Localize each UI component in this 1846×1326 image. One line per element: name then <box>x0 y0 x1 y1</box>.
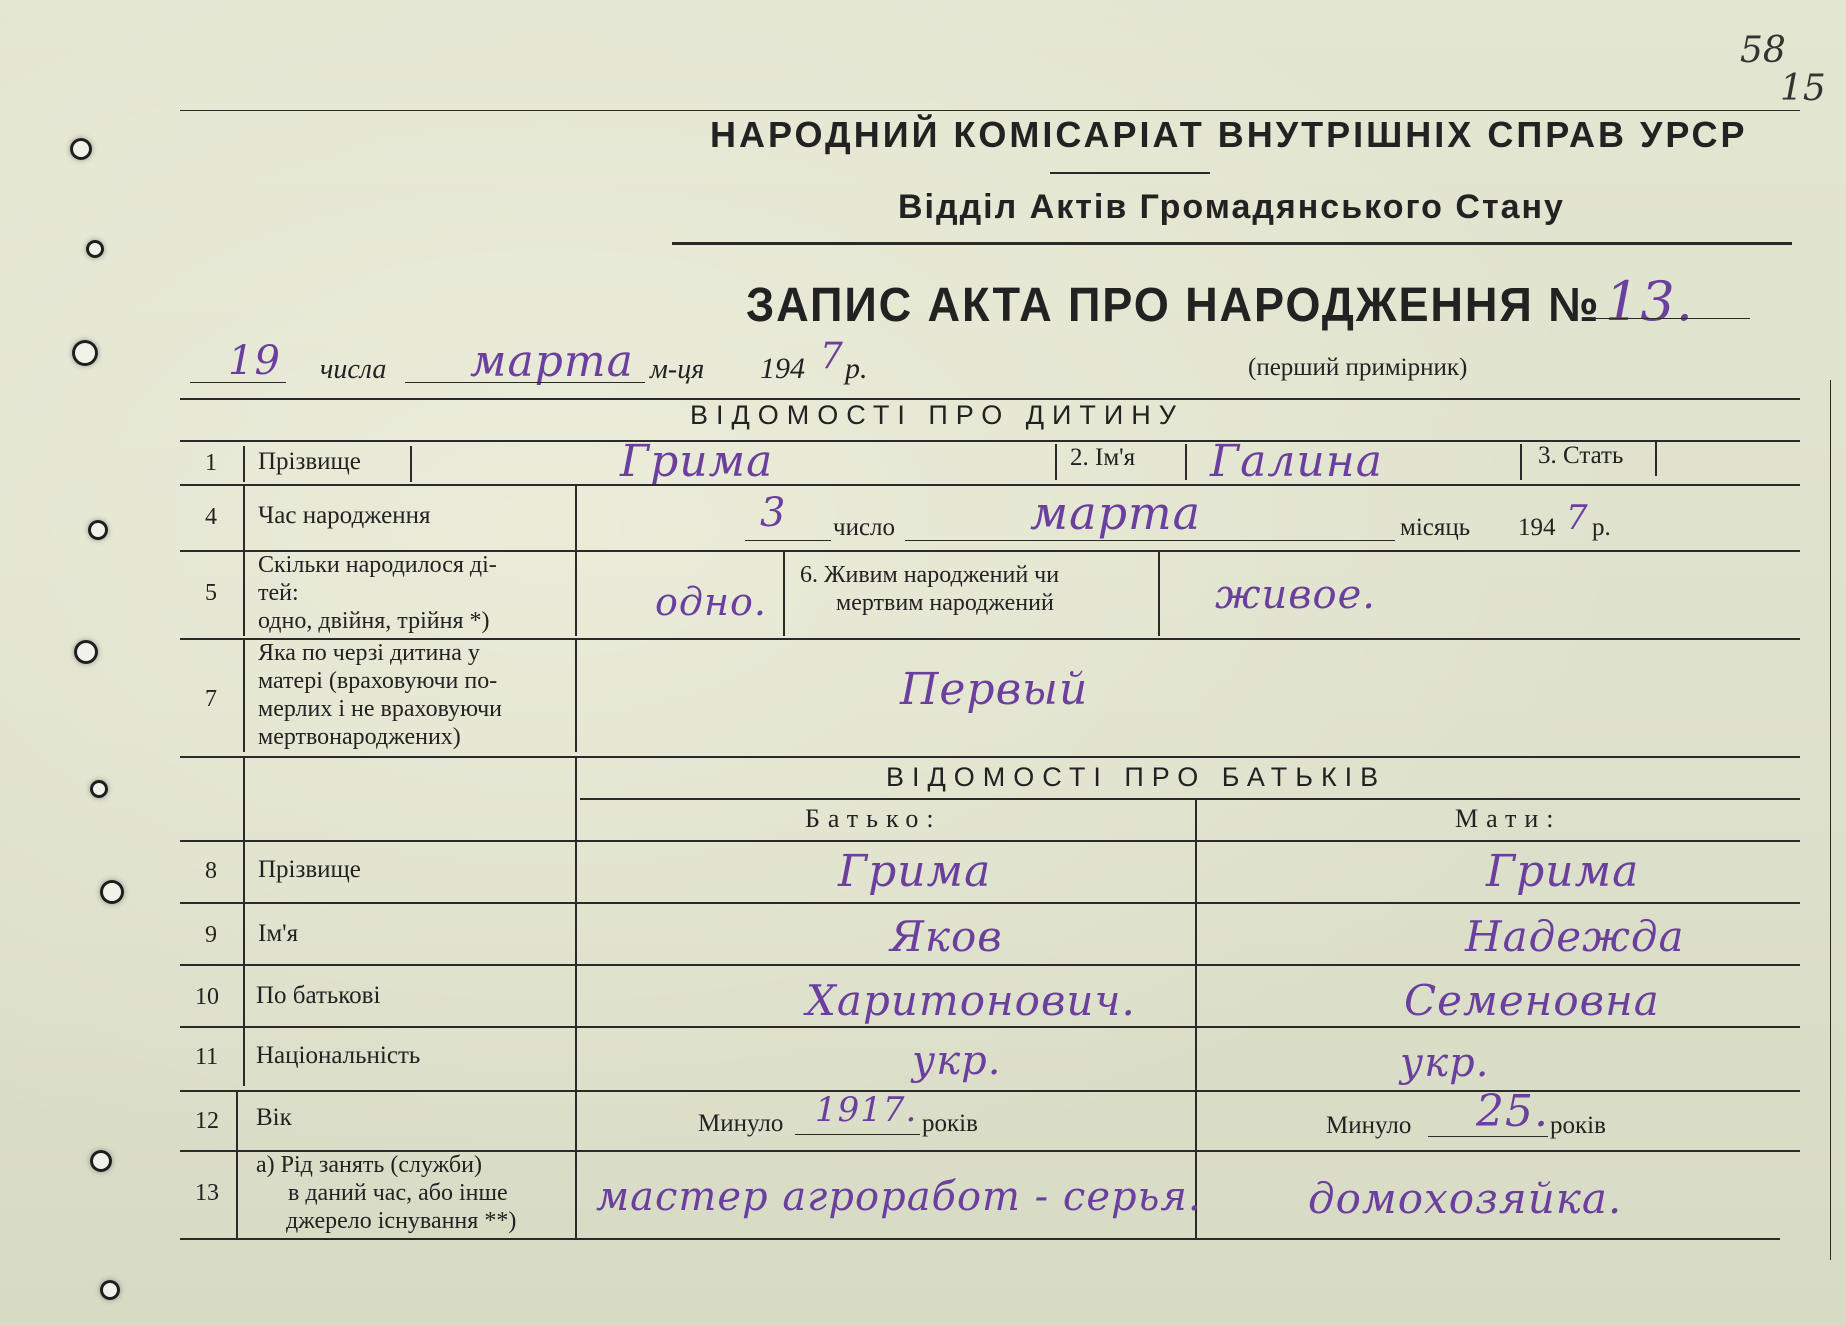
birth-order-label-line2: матері (враховуючи по- <box>258 668 498 694</box>
date-day-label: числа <box>320 354 387 385</box>
birth-order-label-line4: мертвонароджених) <box>258 724 461 750</box>
row-rule <box>180 964 1800 966</box>
mother-age-suffix: років <box>1550 1112 1606 1139</box>
row1-divider <box>1655 440 1657 476</box>
birth-month-label: місяць <box>1400 514 1471 541</box>
occupation-label-line2: в даний час, або інше <box>288 1180 508 1206</box>
row-number: 8 <box>205 858 217 884</box>
sex-label: 3. Стать <box>1538 442 1624 469</box>
occupation-label-line3: джерело існування **) <box>286 1208 517 1234</box>
birth-year-prefix: 194 <box>1518 514 1556 541</box>
mother-patronymic-handwritten: Семеновна <box>1404 976 1660 1025</box>
father-first-name-handwritten: Яков <box>890 912 1003 961</box>
mother-age-prefix: Минуло <box>1326 1112 1412 1139</box>
col-divider <box>575 550 577 636</box>
row-rule <box>180 902 1800 904</box>
occupation-label-line1: а) Рід занять (служби) <box>256 1152 482 1178</box>
row1-divider <box>410 446 412 482</box>
date-year-suffix: р. <box>845 352 868 385</box>
birth-time-label: Час народження <box>258 502 431 529</box>
mother-nationality-handwritten: укр. <box>1400 1040 1490 1086</box>
birth-day-handwritten: 3 <box>760 490 787 536</box>
alive-label-line2: мертвим народжений <box>836 590 1054 616</box>
col-divider <box>243 756 245 1086</box>
col-divider <box>575 486 577 550</box>
mother-surname-handwritten: Грима <box>1486 846 1640 897</box>
father-age-suffix: років <box>922 1110 978 1137</box>
birth-order-label-line3: мерлих і не враховуючи <box>258 696 503 722</box>
birth-day-label: число <box>833 514 896 541</box>
alive-label-line1: 6. Живим народжений чи <box>800 562 1060 588</box>
parents-heading-rule <box>580 798 1800 800</box>
age-label: Вік <box>256 1104 292 1131</box>
mother-occupation-handwritten: домохозяйка. <box>1308 1174 1623 1223</box>
punch-hole <box>90 1150 112 1172</box>
child-surname-handwritten: Грима <box>620 436 774 487</box>
row1-divider <box>1185 444 1187 480</box>
col-divider <box>243 550 245 636</box>
children-count-label-line2: тей: <box>258 580 299 606</box>
row-rule <box>180 840 1800 842</box>
father-occupation-handwritten: мастер агроработ - серья. <box>596 1174 1202 1220</box>
col-divider <box>243 638 245 752</box>
date-month-line <box>405 382 645 383</box>
mother-column-label: Мати: <box>1455 804 1562 833</box>
col-divider <box>236 1090 238 1238</box>
col-divider <box>783 550 785 636</box>
ministry-underline <box>1050 172 1210 174</box>
children-count-label-line1: Скільки народилося ді- <box>258 552 497 578</box>
father-age-prefix: Минуло <box>698 1110 784 1137</box>
date-month-label: м-ця <box>650 354 705 385</box>
row-rule <box>180 484 1800 486</box>
nationality-label: Національність <box>256 1042 421 1069</box>
mother-age-handwritten: 25. <box>1476 1086 1549 1137</box>
parent-surname-label: Прізвище <box>258 856 361 883</box>
mother-age-line <box>1428 1136 1548 1137</box>
surname-label: Прізвище <box>258 448 361 475</box>
department-title: Відділ Актів Громадянського Стану <box>898 188 1565 226</box>
copy-note: (перший примірник) <box>1248 354 1468 381</box>
punch-hole <box>74 640 98 664</box>
department-underline <box>672 242 1792 245</box>
alive-status-handwritten: живое. <box>1215 572 1376 618</box>
patronymic-label: По батькові <box>256 982 381 1009</box>
row1-divider <box>1520 444 1522 480</box>
row-number: 1 <box>205 450 217 476</box>
punch-hole <box>100 880 124 904</box>
record-number-handwritten: 13. <box>1605 270 1694 333</box>
birth-month-handwritten: марта <box>1030 486 1202 540</box>
punch-hole <box>88 520 108 540</box>
father-age-line <box>795 1134 920 1135</box>
col-divider <box>575 756 577 1238</box>
table-bottom-rule <box>180 1238 1780 1240</box>
birth-day-line <box>745 540 831 541</box>
father-surname-handwritten: Грима <box>838 846 992 897</box>
header-top-rule <box>180 110 1800 111</box>
record-number-line <box>1590 318 1750 319</box>
punch-hole <box>90 780 108 798</box>
row-rule <box>180 1026 1800 1028</box>
father-mother-divider <box>1195 798 1197 1238</box>
father-age-handwritten: 1917. <box>815 1090 918 1130</box>
birth-month-line <box>905 540 1395 541</box>
row-rule <box>180 1090 1800 1092</box>
first-name-label: 2. Ім'я <box>1070 444 1136 471</box>
father-patronymic-handwritten: Харитонович. <box>806 976 1136 1025</box>
date-year-digit-handwritten: 7 <box>820 336 844 377</box>
birth-year-suffix: р. <box>1592 514 1611 541</box>
father-column-label: Батько: <box>805 804 942 833</box>
row1-divider <box>243 446 245 482</box>
birth-year-digit-handwritten: 7 <box>1566 498 1589 538</box>
archive-folio-number: 58 <box>1740 30 1786 71</box>
row-rule <box>180 756 1800 758</box>
row-number: 4 <box>205 504 217 530</box>
children-count-handwritten: одно. <box>655 580 767 624</box>
punch-hole <box>72 340 98 366</box>
right-margin-line <box>1830 380 1831 1260</box>
date-day-line <box>190 382 286 383</box>
col-divider <box>1158 550 1160 636</box>
row-number: 12 <box>195 1108 219 1134</box>
row1-divider <box>1055 444 1057 480</box>
row-number: 7 <box>205 686 217 712</box>
col-divider <box>243 486 245 550</box>
child-first-name-handwritten: Галина <box>1210 436 1383 487</box>
birth-order-label-line1: Яка по черзі дитина у <box>258 640 480 666</box>
row-number: 13 <box>195 1180 219 1206</box>
child-section-heading: ВІДОМОСТІ ПРО ДИТИНУ <box>690 400 1184 430</box>
father-nationality-handwritten: укр. <box>912 1038 1002 1084</box>
archive-folio-number-2: 15 <box>1780 68 1826 109</box>
parent-first-name-label: Ім'я <box>258 920 299 947</box>
date-year-prefix: 194 <box>760 352 805 385</box>
ministry-title: НАРОДНИЙ КОМІСАРІАТ ВНУТРІШНІХ СПРАВ УРСР <box>710 114 1748 155</box>
row-number: 10 <box>195 984 219 1010</box>
row-number: 9 <box>205 922 217 948</box>
parents-section-heading: ВІДОМОСТІ ПРО БАТЬКІВ <box>886 762 1387 792</box>
row-number: 11 <box>195 1044 219 1070</box>
punch-hole <box>86 240 104 258</box>
punch-hole <box>70 138 92 160</box>
birth-order-handwritten: Первый <box>900 664 1089 715</box>
mother-first-name-handwritten: Надежда <box>1465 912 1685 961</box>
col-divider <box>575 638 577 752</box>
punch-hole <box>100 1280 120 1300</box>
document-title: ЗАПИС АКТА ПРО НАРОДЖЕННЯ № <box>746 279 1601 332</box>
date-month-handwritten: марта <box>470 336 634 387</box>
row-number: 5 <box>205 580 217 606</box>
children-count-label-line3: одно, двійня, трійня *) <box>258 608 490 634</box>
date-day-handwritten: 19 <box>228 338 281 384</box>
